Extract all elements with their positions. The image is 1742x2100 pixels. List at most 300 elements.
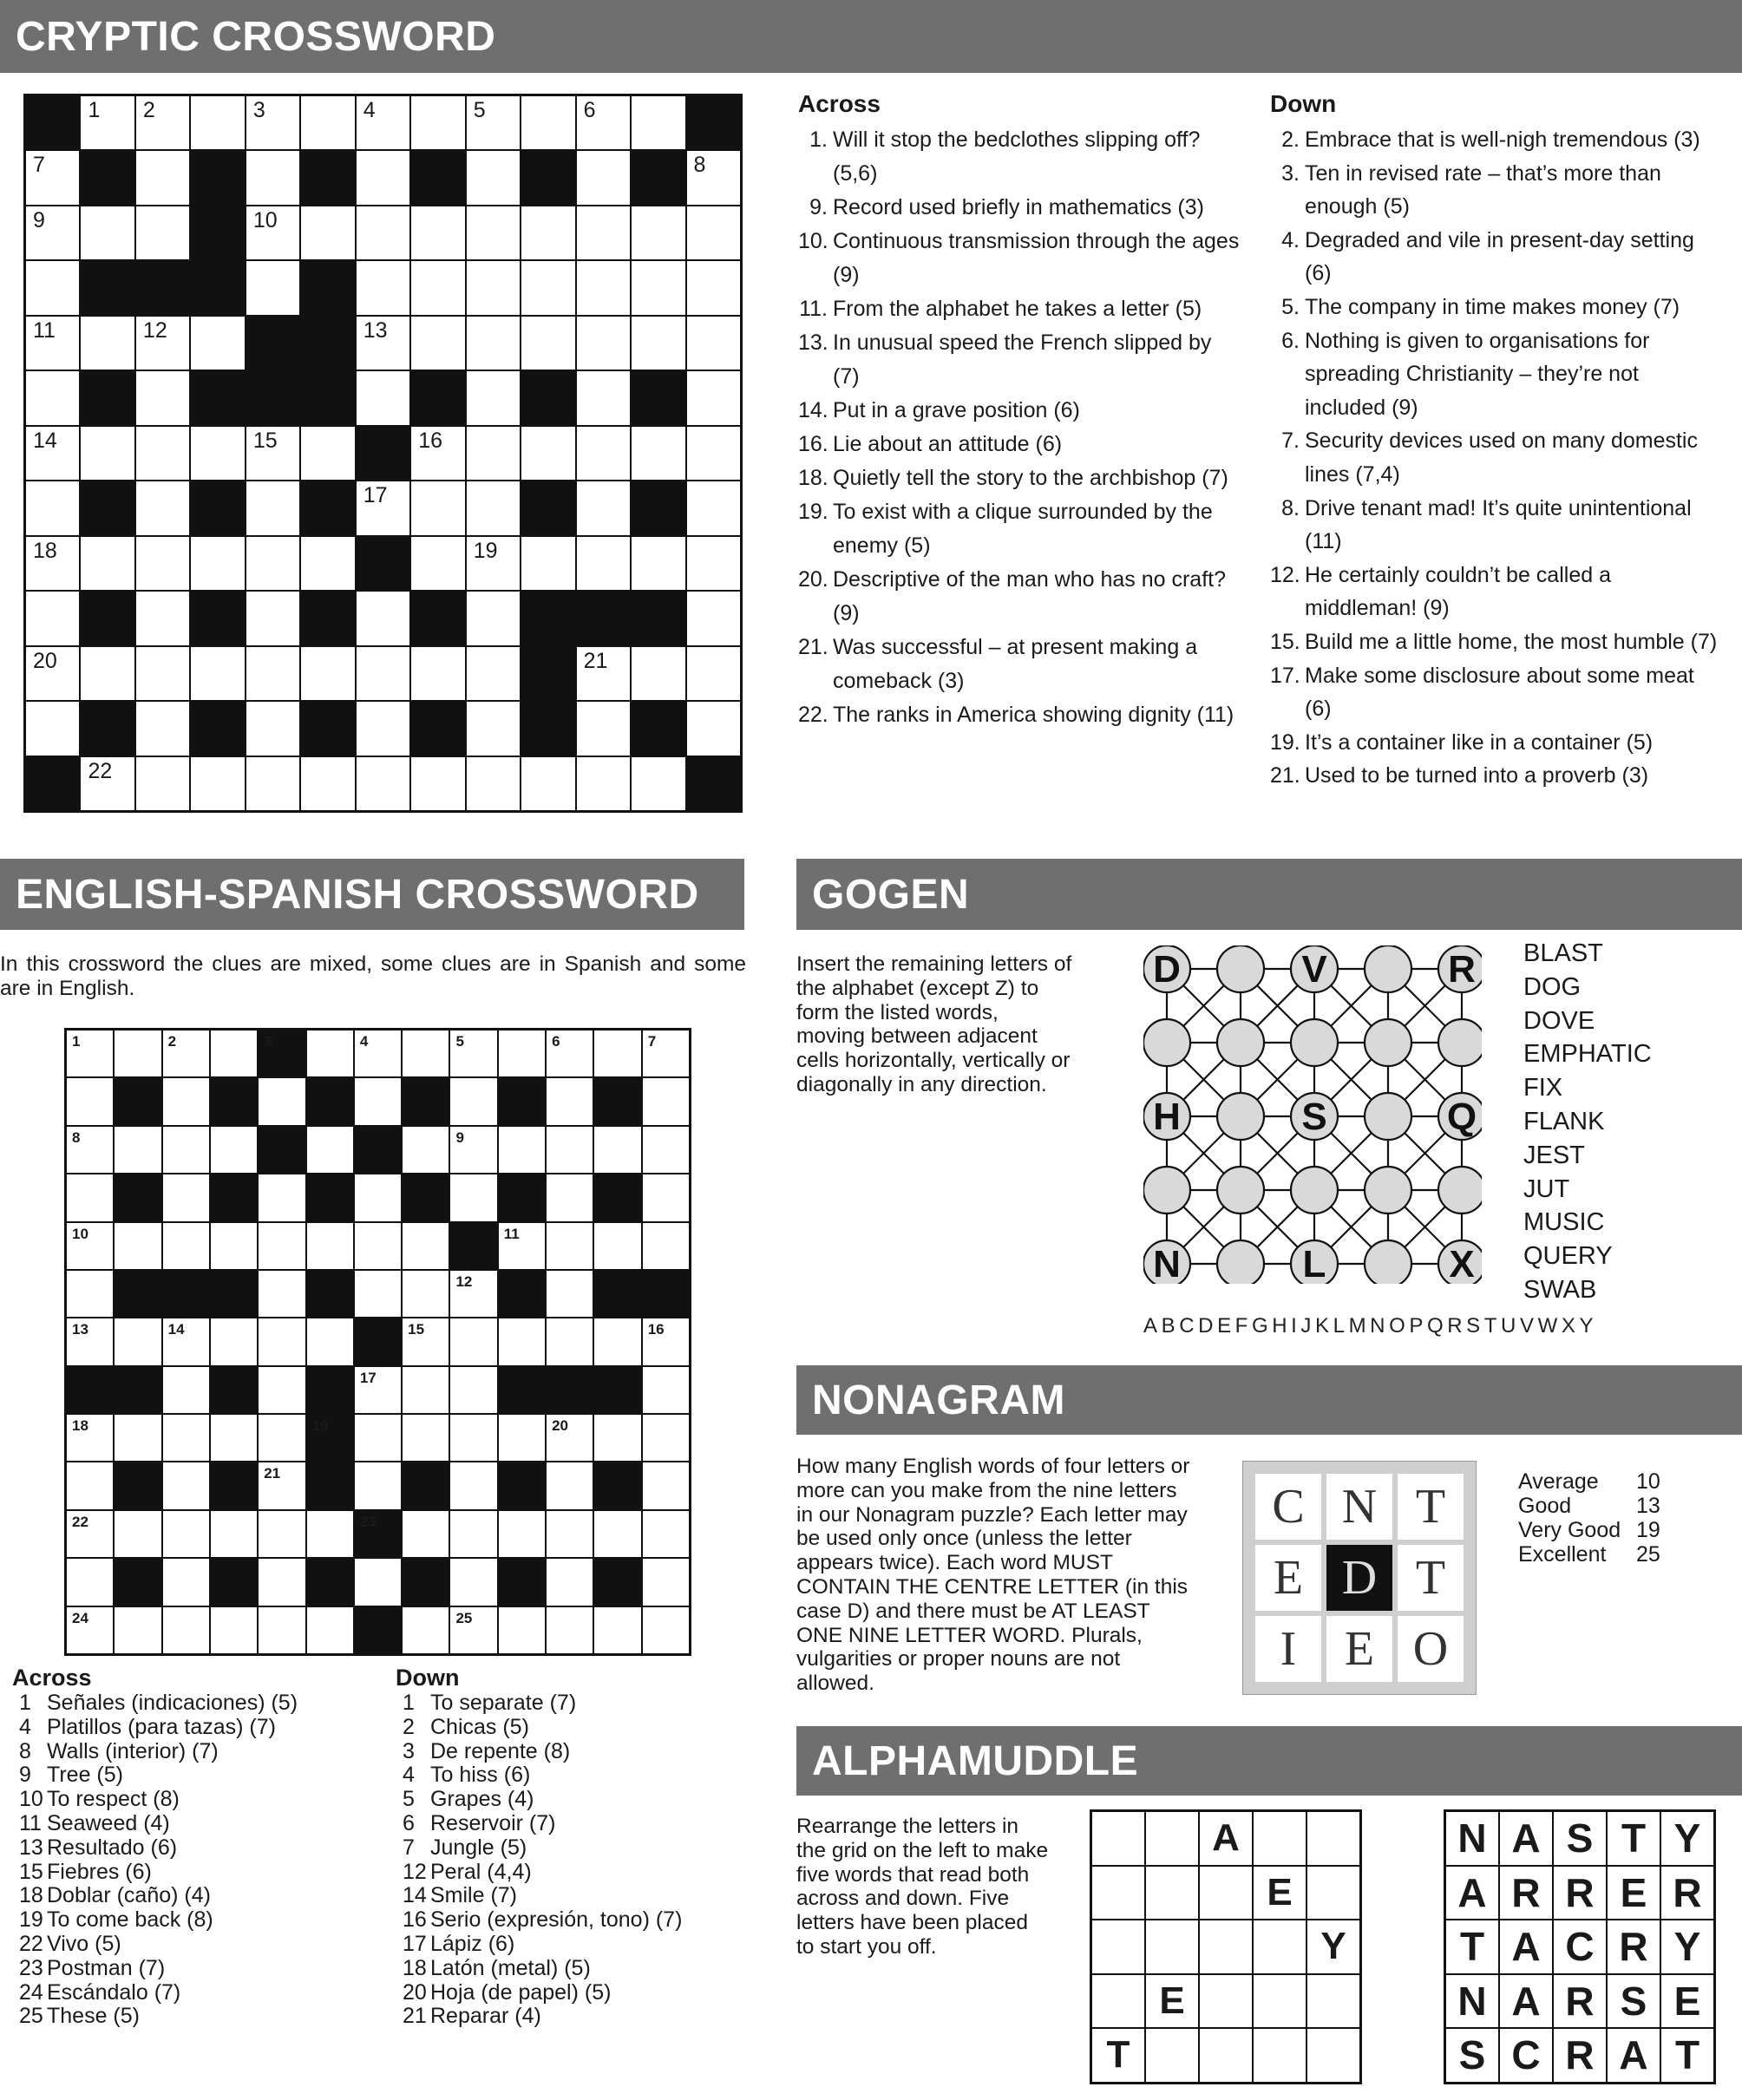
cryptic-cell[interactable] xyxy=(467,647,520,700)
spanish-cell[interactable] xyxy=(547,1030,593,1076)
spanish-cell[interactable] xyxy=(594,1511,640,1557)
spanish-cell[interactable] xyxy=(403,1271,449,1317)
spanish-cell[interactable] xyxy=(547,1462,593,1508)
spanish-cell[interactable] xyxy=(307,1607,353,1653)
cryptic-cell[interactable] xyxy=(632,206,684,259)
alphamuddle-cell[interactable] xyxy=(1253,1811,1306,1866)
spanish-cell[interactable] xyxy=(259,1271,305,1317)
spanish-cell[interactable] xyxy=(163,1462,209,1508)
spanish-cell[interactable] xyxy=(211,1223,257,1269)
spanish-cell[interactable] xyxy=(643,1078,689,1124)
spanish-cell[interactable] xyxy=(307,1318,353,1364)
spanish-cell[interactable] xyxy=(594,1030,640,1076)
cryptic-cell[interactable] xyxy=(411,537,464,590)
spanish-cell[interactable] xyxy=(67,1462,113,1508)
spanish-cell[interactable] xyxy=(115,1223,160,1269)
cryptic-cell[interactable] xyxy=(357,261,409,314)
cryptic-cell[interactable] xyxy=(81,206,134,259)
cryptic-cell[interactable] xyxy=(136,647,189,700)
spanish-cell[interactable] xyxy=(115,1607,160,1653)
cryptic-cell[interactable] xyxy=(411,96,464,149)
spanish-cell[interactable] xyxy=(67,1174,113,1220)
spanish-cell[interactable] xyxy=(594,1127,640,1173)
cryptic-cell[interactable] xyxy=(467,481,520,534)
spanish-cell[interactable] xyxy=(211,1127,257,1173)
cryptic-cell[interactable] xyxy=(521,96,574,149)
gogen-cell[interactable] xyxy=(1143,1167,1190,1214)
spanish-cell[interactable] xyxy=(259,1078,305,1124)
cryptic-cell[interactable] xyxy=(26,261,79,314)
spanish-cell[interactable] xyxy=(163,1223,209,1269)
alphamuddle-cell[interactable] xyxy=(1145,1866,1199,1920)
spanish-cell[interactable] xyxy=(594,1223,640,1269)
spanish-cell[interactable] xyxy=(547,1271,593,1317)
spanish-cell[interactable] xyxy=(259,1415,305,1461)
cryptic-cell[interactable] xyxy=(467,702,520,755)
spanish-cell[interactable] xyxy=(355,1030,401,1076)
cryptic-cell[interactable] xyxy=(577,427,630,480)
spanish-cell[interactable] xyxy=(259,1223,305,1269)
alphamuddle-cell[interactable] xyxy=(1145,2028,1199,2083)
cryptic-cell[interactable] xyxy=(357,702,409,755)
gogen-cell[interactable] xyxy=(1143,1240,1190,1284)
cryptic-cell[interactable] xyxy=(467,371,520,424)
cryptic-cell[interactable] xyxy=(136,96,189,149)
cryptic-cell[interactable] xyxy=(357,96,409,149)
gogen-cell[interactable] xyxy=(1438,1019,1482,1066)
gogen-cell[interactable] xyxy=(1217,1093,1264,1140)
spanish-cell[interactable] xyxy=(643,1559,689,1605)
cryptic-cell[interactable] xyxy=(467,261,520,314)
cryptic-cell[interactable] xyxy=(246,481,299,534)
cryptic-cell[interactable] xyxy=(467,317,520,370)
cryptic-cell[interactable] xyxy=(81,537,134,590)
cryptic-cell[interactable] xyxy=(632,757,684,810)
cryptic-cell[interactable] xyxy=(191,647,244,700)
cryptic-cell[interactable] xyxy=(411,647,464,700)
cryptic-cell[interactable] xyxy=(687,206,740,259)
spanish-cell[interactable] xyxy=(450,1367,496,1413)
spanish-cell[interactable] xyxy=(643,1462,689,1508)
cryptic-cell[interactable] xyxy=(357,757,409,810)
spanish-cell[interactable] xyxy=(450,1607,496,1653)
spanish-cell[interactable] xyxy=(115,1511,160,1557)
alphamuddle-cell[interactable]: Y xyxy=(1306,1920,1360,1974)
cryptic-cell[interactable] xyxy=(411,261,464,314)
alphamuddle-cell[interactable] xyxy=(1145,1811,1199,1866)
spanish-cell[interactable] xyxy=(115,1030,160,1076)
spanish-cell[interactable] xyxy=(450,1415,496,1461)
spanish-cell[interactable] xyxy=(450,1271,496,1317)
spanish-cell[interactable] xyxy=(547,1511,593,1557)
cryptic-cell[interactable] xyxy=(26,427,79,480)
spanish-cell[interactable] xyxy=(594,1318,640,1364)
cryptic-cell[interactable] xyxy=(687,481,740,534)
cryptic-cell[interactable] xyxy=(246,96,299,149)
gogen-cell[interactable] xyxy=(1438,1167,1482,1214)
spanish-cell[interactable] xyxy=(499,1030,545,1076)
spanish-cell[interactable] xyxy=(163,1607,209,1653)
cryptic-cell[interactable] xyxy=(357,206,409,259)
cryptic-cell[interactable] xyxy=(687,261,740,314)
gogen-cell[interactable] xyxy=(1291,945,1338,992)
spanish-cell[interactable] xyxy=(355,1415,401,1461)
cryptic-cell[interactable] xyxy=(467,592,520,644)
cryptic-cell[interactable] xyxy=(521,261,574,314)
cryptic-cell[interactable] xyxy=(521,317,574,370)
alphamuddle-cell[interactable] xyxy=(1306,1811,1360,1866)
spanish-cell[interactable] xyxy=(115,1415,160,1461)
spanish-cell[interactable] xyxy=(499,1127,545,1173)
cryptic-cell[interactable] xyxy=(632,537,684,590)
spanish-cell[interactable] xyxy=(547,1559,593,1605)
cryptic-cell[interactable] xyxy=(26,592,79,644)
cryptic-cell[interactable] xyxy=(136,427,189,480)
spanish-cell[interactable] xyxy=(259,1367,305,1413)
cryptic-cell[interactable] xyxy=(246,206,299,259)
spanish-cell[interactable] xyxy=(643,1367,689,1413)
spanish-cell[interactable] xyxy=(450,1318,496,1364)
cryptic-cell[interactable] xyxy=(577,206,630,259)
spanish-cell[interactable] xyxy=(355,1367,401,1413)
cryptic-cell[interactable] xyxy=(191,317,244,370)
cryptic-cell[interactable] xyxy=(246,757,299,810)
cryptic-cell[interactable] xyxy=(687,151,740,204)
spanish-cell[interactable] xyxy=(211,1030,257,1076)
cryptic-cell[interactable] xyxy=(191,537,244,590)
spanish-cell[interactable] xyxy=(450,1559,496,1605)
spanish-cell[interactable] xyxy=(499,1223,545,1269)
cryptic-cell[interactable] xyxy=(632,261,684,314)
spanish-cell[interactable] xyxy=(115,1318,160,1364)
cryptic-cell[interactable] xyxy=(136,537,189,590)
spanish-cell[interactable] xyxy=(307,1030,353,1076)
spanish-cell[interactable] xyxy=(450,1174,496,1220)
cryptic-cell[interactable] xyxy=(246,151,299,204)
alphamuddle-cell[interactable] xyxy=(1199,1866,1253,1920)
spanish-cell[interactable] xyxy=(403,1367,449,1413)
cryptic-cell[interactable] xyxy=(81,317,134,370)
cryptic-cell[interactable] xyxy=(136,481,189,534)
spanish-cell[interactable] xyxy=(67,1127,113,1173)
cryptic-cell[interactable] xyxy=(577,261,630,314)
spanish-cell[interactable] xyxy=(67,1030,113,1076)
cryptic-cell[interactable] xyxy=(687,702,740,755)
alphamuddle-cell[interactable] xyxy=(1199,1920,1253,1974)
cryptic-cell[interactable] xyxy=(81,96,134,149)
gogen-cell[interactable] xyxy=(1291,1019,1338,1066)
cryptic-cell[interactable] xyxy=(26,206,79,259)
alphamuddle-cell[interactable] xyxy=(1199,2028,1253,2083)
spanish-cell[interactable] xyxy=(355,1223,401,1269)
spanish-cell[interactable] xyxy=(499,1511,545,1557)
alphamuddle-cell[interactable]: E xyxy=(1145,1974,1199,2029)
spanish-cell[interactable] xyxy=(403,1415,449,1461)
spanish-cell[interactable] xyxy=(547,1174,593,1220)
cryptic-cell[interactable] xyxy=(411,317,464,370)
cryptic-cell[interactable] xyxy=(136,317,189,370)
spanish-cell[interactable] xyxy=(643,1030,689,1076)
spanish-cell[interactable] xyxy=(211,1318,257,1364)
alphamuddle-cell[interactable]: T xyxy=(1091,2028,1145,2083)
cryptic-cell[interactable] xyxy=(246,592,299,644)
gogen-cell[interactable] xyxy=(1438,945,1482,992)
gogen-cell[interactable] xyxy=(1365,1019,1411,1066)
cryptic-cell[interactable] xyxy=(191,427,244,480)
cryptic-cell[interactable] xyxy=(136,371,189,424)
spanish-cell[interactable] xyxy=(450,1078,496,1124)
cryptic-cell[interactable] xyxy=(26,481,79,534)
cryptic-cell[interactable] xyxy=(467,537,520,590)
cryptic-cell[interactable] xyxy=(357,647,409,700)
spanish-cell[interactable] xyxy=(547,1078,593,1124)
spanish-cell[interactable] xyxy=(643,1127,689,1173)
spanish-cell[interactable] xyxy=(403,1030,449,1076)
cryptic-cell[interactable] xyxy=(411,481,464,534)
spanish-cell[interactable] xyxy=(259,1462,305,1508)
spanish-cell[interactable] xyxy=(67,1078,113,1124)
cryptic-cell[interactable] xyxy=(81,757,134,810)
spanish-cell[interactable] xyxy=(259,1559,305,1605)
cryptic-cell[interactable] xyxy=(357,592,409,644)
spanish-cell[interactable] xyxy=(594,1415,640,1461)
cryptic-cell[interactable] xyxy=(467,427,520,480)
cryptic-cell[interactable] xyxy=(467,151,520,204)
cryptic-cell[interactable] xyxy=(577,481,630,534)
cryptic-cell[interactable] xyxy=(81,427,134,480)
spanish-cell[interactable] xyxy=(163,1078,209,1124)
alphamuddle-cell[interactable] xyxy=(1199,1974,1253,2029)
clue-text: Reservoir (7) xyxy=(430,1810,556,1835)
spanish-cell[interactable] xyxy=(259,1174,305,1220)
spanish-cell[interactable] xyxy=(547,1127,593,1173)
gogen-cell[interactable] xyxy=(1217,1167,1264,1214)
spanish-cell[interactable] xyxy=(67,1607,113,1653)
spanish-cell[interactable] xyxy=(163,1367,209,1413)
cryptic-cell[interactable] xyxy=(301,537,354,590)
spanish-cell[interactable] xyxy=(499,1318,545,1364)
cryptic-cell[interactable] xyxy=(411,757,464,810)
spanish-cell[interactable] xyxy=(403,1318,449,1364)
gogen-cell[interactable] xyxy=(1365,945,1411,992)
alphamuddle-cell[interactable] xyxy=(1091,1811,1145,1866)
cryptic-cell[interactable] xyxy=(246,537,299,590)
alphamuddle-cell[interactable] xyxy=(1253,1920,1306,1974)
cryptic-cell[interactable] xyxy=(26,151,79,204)
cryptic-cell[interactable] xyxy=(411,427,464,480)
spanish-cell[interactable] xyxy=(115,1127,160,1173)
cryptic-cell[interactable] xyxy=(81,647,134,700)
cryptic-cell[interactable] xyxy=(136,757,189,810)
clue-number: 9 xyxy=(19,1763,31,1788)
spanish-cell[interactable] xyxy=(67,1415,113,1461)
cryptic-cell[interactable] xyxy=(191,96,244,149)
cryptic-cell[interactable] xyxy=(521,537,574,590)
cryptic-cell[interactable] xyxy=(246,702,299,755)
gogen-cell[interactable] xyxy=(1365,1240,1411,1284)
spanish-cell[interactable] xyxy=(547,1415,593,1461)
cryptic-cell[interactable] xyxy=(26,702,79,755)
cryptic-cell[interactable] xyxy=(577,371,630,424)
gogen-cell[interactable] xyxy=(1143,945,1190,992)
spanish-cell[interactable] xyxy=(211,1415,257,1461)
spanish-cell[interactable] xyxy=(67,1559,113,1605)
cryptic-cell[interactable] xyxy=(26,537,79,590)
cryptic-cell[interactable] xyxy=(521,427,574,480)
spanish-cell[interactable] xyxy=(163,1127,209,1173)
cryptic-cell[interactable] xyxy=(521,206,574,259)
spanish-cell[interactable] xyxy=(67,1223,113,1269)
gogen-cell[interactable] xyxy=(1217,1019,1264,1066)
cryptic-cell[interactable] xyxy=(687,317,740,370)
gogen-cell[interactable] xyxy=(1217,945,1264,992)
spanish-cell[interactable] xyxy=(450,1030,496,1076)
spanish-cell[interactable] xyxy=(403,1607,449,1653)
gogen-cell[interactable] xyxy=(1291,1093,1338,1140)
spanish-cell[interactable] xyxy=(211,1607,257,1653)
alphamuddle-cell[interactable] xyxy=(1091,1866,1145,1920)
spanish-cell[interactable] xyxy=(163,1030,209,1076)
cryptic-cell[interactable] xyxy=(246,261,299,314)
spanish-cell[interactable] xyxy=(594,1607,640,1653)
cryptic-cell[interactable] xyxy=(632,427,684,480)
spanish-cell[interactable] xyxy=(259,1607,305,1653)
spanish-cell[interactable] xyxy=(355,1078,401,1124)
alphamuddle-cell[interactable] xyxy=(1253,1974,1306,2029)
cryptic-cell[interactable] xyxy=(467,206,520,259)
spanish-cell[interactable] xyxy=(643,1223,689,1269)
spanish-clue-number: 15 xyxy=(408,1321,425,1338)
cryptic-cell[interactable] xyxy=(687,592,740,644)
cryptic-cell[interactable] xyxy=(136,592,189,644)
alphamuddle-cell[interactable] xyxy=(1091,1920,1145,1974)
spanish-cell[interactable] xyxy=(547,1607,593,1653)
spanish-cell[interactable] xyxy=(67,1271,113,1317)
cryptic-cell[interactable] xyxy=(687,371,740,424)
cryptic-cell[interactable] xyxy=(577,537,630,590)
gogen-cell[interactable] xyxy=(1217,1240,1264,1284)
cryptic-cell[interactable] xyxy=(632,647,684,700)
alphamuddle-cell[interactable]: A xyxy=(1199,1811,1253,1866)
spanish-cell[interactable] xyxy=(547,1223,593,1269)
cryptic-cell[interactable] xyxy=(357,317,409,370)
cryptic-cell[interactable] xyxy=(246,647,299,700)
gogen-cell[interactable] xyxy=(1291,1167,1338,1214)
spanish-cell[interactable] xyxy=(450,1511,496,1557)
spanish-cell[interactable] xyxy=(403,1127,449,1173)
cryptic-cell[interactable] xyxy=(467,96,520,149)
cryptic-cell[interactable] xyxy=(577,702,630,755)
cryptic-cell[interactable] xyxy=(687,537,740,590)
cryptic-cell[interactable] xyxy=(687,647,740,700)
spanish-cell[interactable] xyxy=(355,1559,401,1605)
cryptic-cell[interactable] xyxy=(687,427,740,480)
spanish-cell[interactable] xyxy=(643,1174,689,1220)
spanish-cell[interactable] xyxy=(211,1511,257,1557)
spanish-cell[interactable] xyxy=(307,1511,353,1557)
cryptic-cell[interactable] xyxy=(411,206,464,259)
cryptic-cell[interactable] xyxy=(191,757,244,810)
spanish-cell[interactable] xyxy=(259,1511,305,1557)
cryptic-cell[interactable] xyxy=(26,317,79,370)
alphamuddle-cell[interactable]: E xyxy=(1253,1866,1306,1920)
spanish-cell[interactable] xyxy=(67,1511,113,1557)
cryptic-cell[interactable] xyxy=(136,151,189,204)
cryptic-cell[interactable] xyxy=(577,757,630,810)
alphamuddle-cell[interactable] xyxy=(1306,1974,1360,2029)
cryptic-cell[interactable] xyxy=(301,96,354,149)
gogen-cell[interactable] xyxy=(1365,1167,1411,1214)
alphamuddle-cell[interactable] xyxy=(1091,1974,1145,2029)
gogen-cell[interactable] xyxy=(1438,1240,1482,1284)
cryptic-cell[interactable] xyxy=(26,647,79,700)
spanish-cell[interactable] xyxy=(547,1318,593,1364)
cryptic-cell[interactable] xyxy=(301,647,354,700)
alphamuddle-cell[interactable] xyxy=(1306,1866,1360,1920)
spanish-cell[interactable] xyxy=(499,1415,545,1461)
spanish-cell[interactable] xyxy=(163,1559,209,1605)
cryptic-cell[interactable] xyxy=(301,427,354,480)
cryptic-cell[interactable] xyxy=(246,427,299,480)
cryptic-cell[interactable] xyxy=(357,481,409,534)
cryptic-cell[interactable] xyxy=(136,702,189,755)
spanish-cell[interactable] xyxy=(307,1127,353,1173)
spanish-cell[interactable] xyxy=(259,1318,305,1364)
spanish-cell[interactable] xyxy=(355,1271,401,1317)
cryptic-cell[interactable] xyxy=(632,317,684,370)
spanish-cell[interactable] xyxy=(403,1223,449,1269)
cryptic-cell[interactable] xyxy=(467,757,520,810)
cryptic-cell[interactable] xyxy=(136,206,189,259)
spanish-cell[interactable] xyxy=(355,1174,401,1220)
spanish-cell[interactable] xyxy=(643,1607,689,1653)
spanish-cell[interactable] xyxy=(450,1127,496,1173)
cryptic-cell[interactable] xyxy=(301,206,354,259)
alphamuddle-cell[interactable] xyxy=(1145,1920,1199,1974)
spanish-cell[interactable] xyxy=(163,1174,209,1220)
cryptic-cell[interactable] xyxy=(301,757,354,810)
spanish-cell[interactable] xyxy=(643,1415,689,1461)
alphamuddle-cell[interactable] xyxy=(1306,2028,1360,2083)
gogen-cell[interactable] xyxy=(1143,1093,1190,1140)
cryptic-cell[interactable] xyxy=(577,317,630,370)
spanish-cell[interactable] xyxy=(163,1415,209,1461)
alphamuddle-cell[interactable] xyxy=(1253,2028,1306,2083)
cryptic-cell[interactable] xyxy=(577,151,630,204)
cryptic-cell[interactable] xyxy=(357,371,409,424)
gogen-cell[interactable] xyxy=(1143,1019,1190,1066)
spanish-cell[interactable] xyxy=(355,1462,401,1508)
spanish-cell[interactable] xyxy=(163,1511,209,1557)
cryptic-cell[interactable] xyxy=(357,151,409,204)
spanish-cell[interactable] xyxy=(67,1318,113,1364)
spanish-cell[interactable] xyxy=(499,1607,545,1653)
cryptic-cell[interactable] xyxy=(521,757,574,810)
spanish-cell[interactable] xyxy=(163,1318,209,1364)
gogen-cell[interactable] xyxy=(1365,1093,1411,1140)
spanish-cell[interactable] xyxy=(307,1223,353,1269)
spanish-cell[interactable] xyxy=(643,1318,689,1364)
cryptic-cell[interactable] xyxy=(26,371,79,424)
spanish-cell[interactable] xyxy=(643,1511,689,1557)
cryptic-cell[interactable] xyxy=(632,96,684,149)
spanish-cell[interactable] xyxy=(403,1511,449,1557)
gogen-cell[interactable] xyxy=(1438,1093,1482,1140)
cryptic-cell[interactable] xyxy=(577,96,630,149)
cryptic-cell[interactable] xyxy=(577,647,630,700)
gogen-cell[interactable] xyxy=(1291,1240,1338,1284)
spanish-cell[interactable] xyxy=(450,1462,496,1508)
